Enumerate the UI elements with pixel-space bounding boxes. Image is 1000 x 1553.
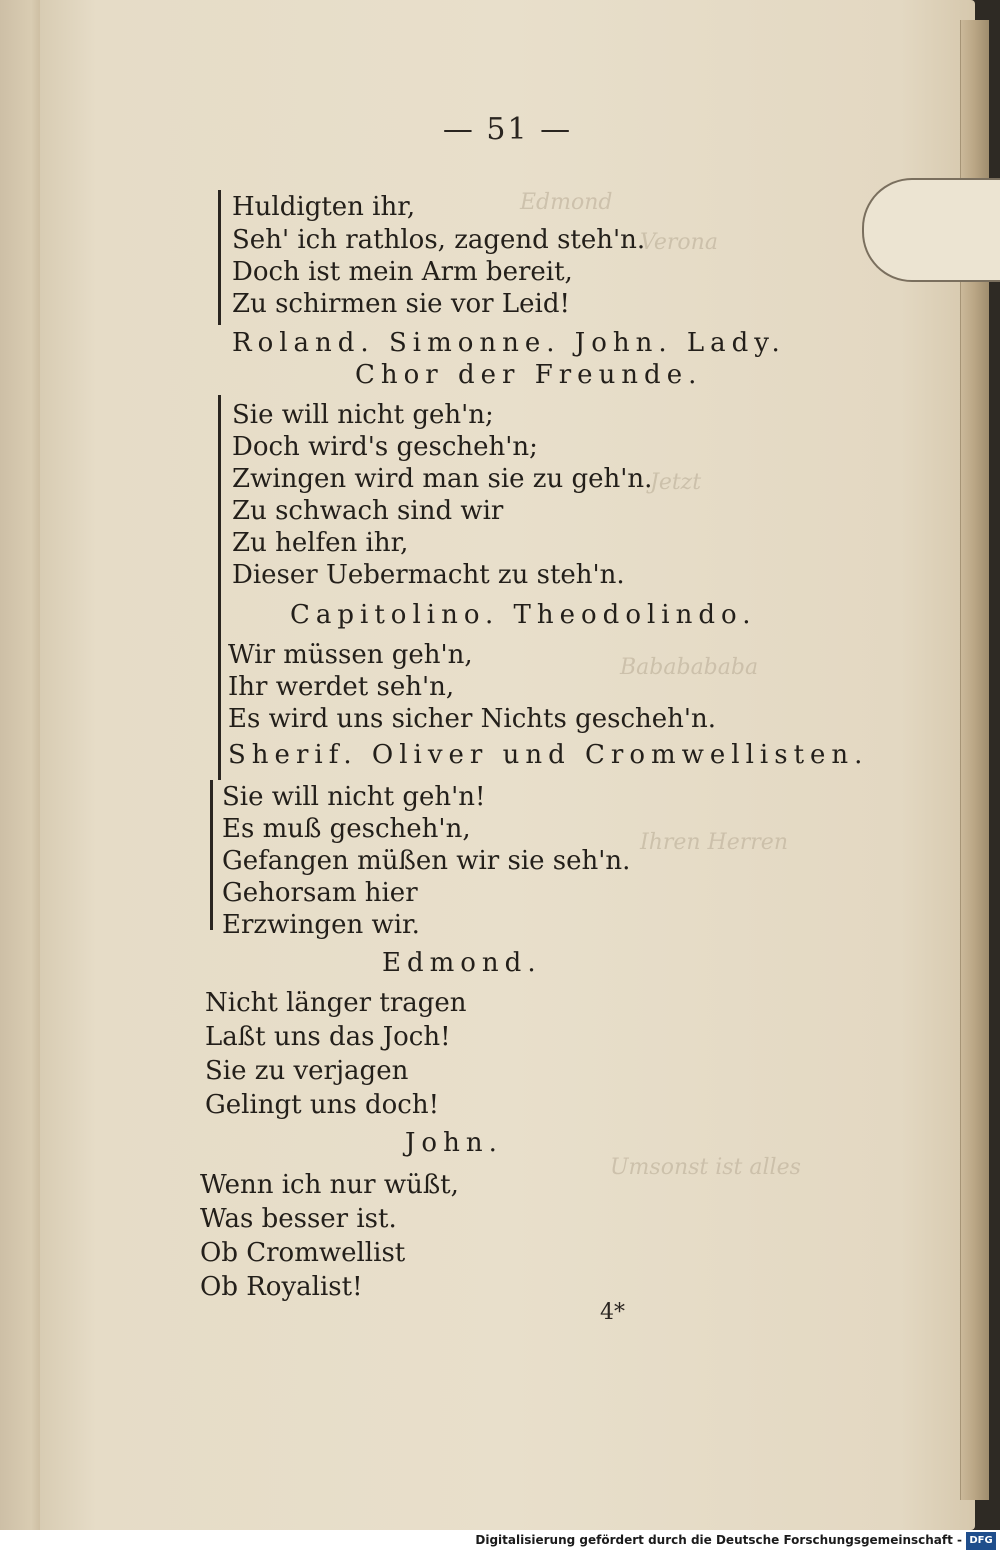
funding-credit: Digitalisierung gefördert durch die Deutsche Forschungsgemeinschaft - <box>475 1533 962 1547</box>
verse-line: Zwingen wird man sie zu geh'n. <box>232 464 653 494</box>
speaker-heading: Chor der Freunde. <box>355 360 703 390</box>
verse-line: Wir müssen geh'n, <box>228 640 473 670</box>
verse-bracket <box>218 395 221 780</box>
verse-line: Sie zu verjagen <box>205 1056 409 1086</box>
verse-line: Gehorsam hier <box>222 878 418 908</box>
verse-line: Gelingt uns doch! <box>205 1090 440 1120</box>
verse-line: Ob Cromwellist <box>200 1238 406 1268</box>
verse-line: Huldigten ihr, <box>232 192 416 222</box>
dfg-logo: DFG <box>966 1532 996 1550</box>
verse-line: Seh' ich rathlos, zagend steh'n. <box>232 225 646 255</box>
speaker-heading: Edmond. <box>382 948 542 978</box>
show-through-text: Jetzt <box>650 470 702 495</box>
speaker-heading: Roland. Simonne. John. Lady. <box>232 328 786 358</box>
verse-line: Zu helfen ihr, <box>232 528 409 558</box>
verse-line: Sie will nicht geh'n; <box>232 400 494 430</box>
verse-line: Zu schirmen sie vor Leid! <box>232 289 570 319</box>
verse-line: Es muß gescheh'n, <box>222 814 471 844</box>
credit-bar <box>0 1530 1000 1553</box>
verse-line: Doch ist mein Arm bereit, <box>232 257 573 287</box>
speaker-heading: John. <box>405 1128 503 1158</box>
show-through-text: Ihren Herren <box>640 830 788 855</box>
verse-line: Ihr werdet seh'n, <box>228 672 455 702</box>
thumb-tab <box>862 178 1000 282</box>
verse-line: Laßt uns das Joch! <box>205 1022 451 1052</box>
verse-line: Sie will nicht geh'n! <box>222 782 486 812</box>
verse-line: Es wird uns sicher Nichts gescheh'n. <box>228 704 717 734</box>
verse-line: Wenn ich nur wüßt, <box>200 1170 459 1200</box>
verse-line: Dieser Uebermacht zu steh'n. <box>232 560 625 590</box>
show-through-text: Verona <box>640 230 718 255</box>
verse-line: Was besser ist. <box>200 1204 397 1234</box>
signature-mark: 4* <box>600 1300 625 1325</box>
speaker-heading: Sherif. Oliver und Cromwellisten. <box>228 740 869 770</box>
verse-line: Zu schwach sind wir <box>232 496 504 526</box>
verse-line: Nicht länger tragen <box>205 988 467 1018</box>
speaker-heading: Capitolino. Theodolindo. <box>290 600 757 630</box>
verse-line: Doch wird's gescheh'n; <box>232 432 538 462</box>
verse-line: Gefangen müßen wir sie seh'n. <box>222 846 631 876</box>
show-through-text: Bababababa <box>620 655 759 680</box>
verse-line: Erzwingen wir. <box>222 910 420 940</box>
verse-line: Ob Royalist! <box>200 1272 363 1302</box>
show-through-text: Edmond <box>520 190 613 215</box>
verse-bracket <box>210 780 213 930</box>
verse-bracket <box>218 190 221 325</box>
page-number: — 51 — <box>442 112 573 147</box>
show-through-text: Umsonst ist alles <box>610 1155 801 1180</box>
